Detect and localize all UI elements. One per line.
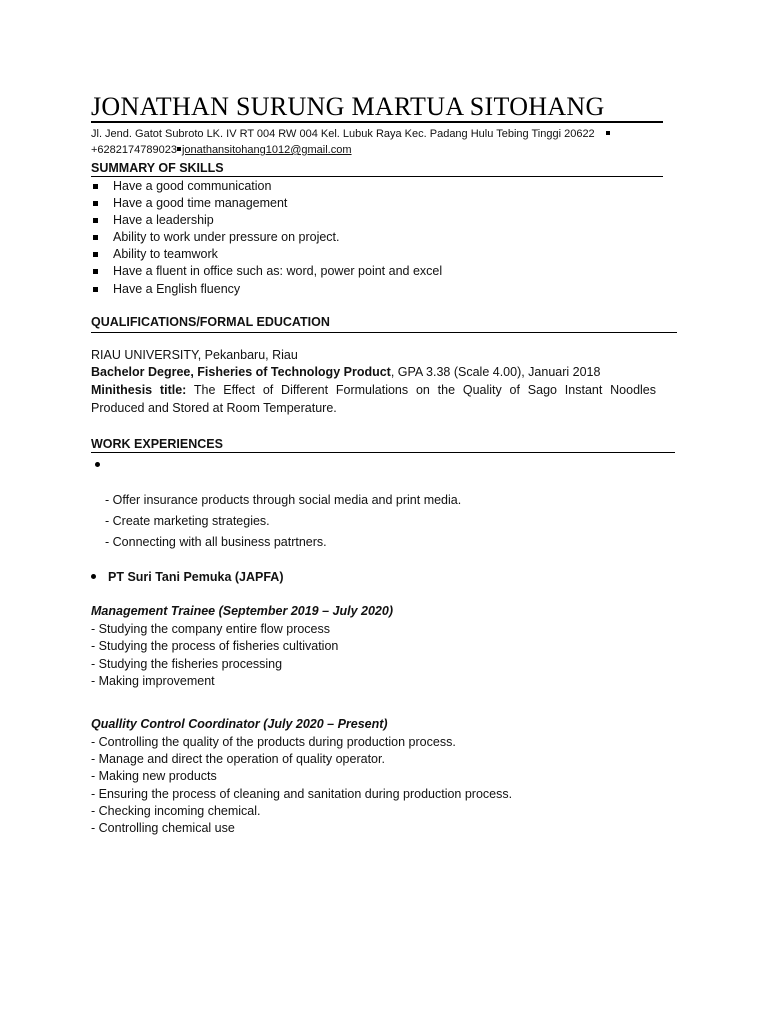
bullet-square-icon	[93, 269, 98, 274]
role-title: Management Trainee (September 2019 – July 2020)	[91, 604, 393, 618]
skills-section-title: SUMMARY OF SKILLS	[91, 160, 663, 177]
thesis-title-part-2: Produced and Stored at Room Temperature.	[91, 401, 337, 415]
separator-square-icon	[177, 147, 181, 151]
role-duty: - Studying the fisheries processing	[91, 657, 283, 671]
skill-item: Ability to teamwork	[91, 246, 671, 263]
candidate-name: JONATHAN SURUNG MARTUA SITOHANG	[91, 93, 663, 123]
skill-item: Have a English fluency	[91, 281, 671, 298]
bullet-square-icon	[93, 235, 98, 240]
role-duty: - Manage and direct the operation of quality operator.	[91, 752, 385, 766]
skill-item: Have a good communication	[91, 178, 671, 195]
role-duty: - Making new products	[91, 769, 217, 783]
role-duty: - Making improvement	[91, 674, 215, 688]
contact-address-line	[91, 127, 612, 141]
thesis-title-part-1: The Effect of Different Formulations on the Quality of Sago Instant Noodles	[193, 383, 656, 397]
role-duty: - Studying the company entire flow process	[91, 622, 331, 636]
degree-line	[91, 364, 600, 382]
skills-list	[91, 178, 671, 298]
phone-text: +6282174789023	[91, 144, 177, 156]
bullet-square-icon	[93, 287, 98, 292]
job-duty: - Offer insurance products through social media and print media.	[105, 493, 462, 507]
bullet-dot-icon	[95, 462, 100, 467]
bullet-dot-icon	[91, 574, 96, 579]
skill-item: Have a fluent in office such as: word, power point and excel	[91, 263, 671, 280]
thesis-line-1	[91, 382, 656, 400]
role-duty: - Controlling chemical use	[91, 821, 235, 835]
bullet-square-icon	[93, 252, 98, 257]
skill-item: Ability to work under pressure on project.	[91, 229, 671, 246]
skill-item: Have a leadership	[91, 212, 671, 229]
university-name: RIAU UNIVERSITY, Pekanbaru, Riau	[91, 348, 298, 362]
email-link[interactable]: jonathansitohang1012@gmail.com	[181, 144, 352, 156]
thesis-label: Minithesis title:	[91, 383, 187, 397]
role-title: Quallity Control Coordinator (July 2020 – Present)	[91, 717, 388, 731]
degree-details: , GPA 3.38 (Scale 4.00), Januari 2018	[390, 365, 601, 379]
bullet-square-icon	[93, 218, 98, 223]
address-text: Jl. Jend. Gatot Subroto LK. IV RT 004 RW 004 Kel. Lubuk Raya Kec. Padang Hulu Tebing Tinggi 20622	[91, 128, 595, 140]
role-duty: - Studying the process of fisheries cultivation	[91, 639, 339, 653]
bullet-square-icon	[93, 184, 98, 189]
work-section-title: WORK EXPERIENCES	[91, 436, 675, 453]
bullet-square-icon	[93, 201, 98, 206]
education-section-title: QUALIFICATIONS/FORMAL EDUCATION	[91, 314, 677, 333]
job-duty: - Create marketing strategies.	[105, 514, 270, 528]
contact-phone-email-line	[91, 143, 352, 157]
job-duty: - Connecting with all business patrtners.	[105, 535, 327, 549]
role-duty: - Controlling the quality of the products during production process.	[91, 735, 456, 749]
degree-title: Bachelor Degree, Fisheries of Technology Product	[91, 365, 391, 379]
company-name: PT Suri Tani Pemuka (JAPFA)	[108, 570, 284, 584]
role-duty: - Checking incoming chemical.	[91, 804, 261, 818]
role-duty: - Ensuring the process of cleaning and sanitation during production process.	[91, 787, 513, 801]
company-line	[91, 569, 284, 587]
skill-item: Have a good time management	[91, 195, 671, 212]
separator-square-icon	[606, 131, 610, 135]
